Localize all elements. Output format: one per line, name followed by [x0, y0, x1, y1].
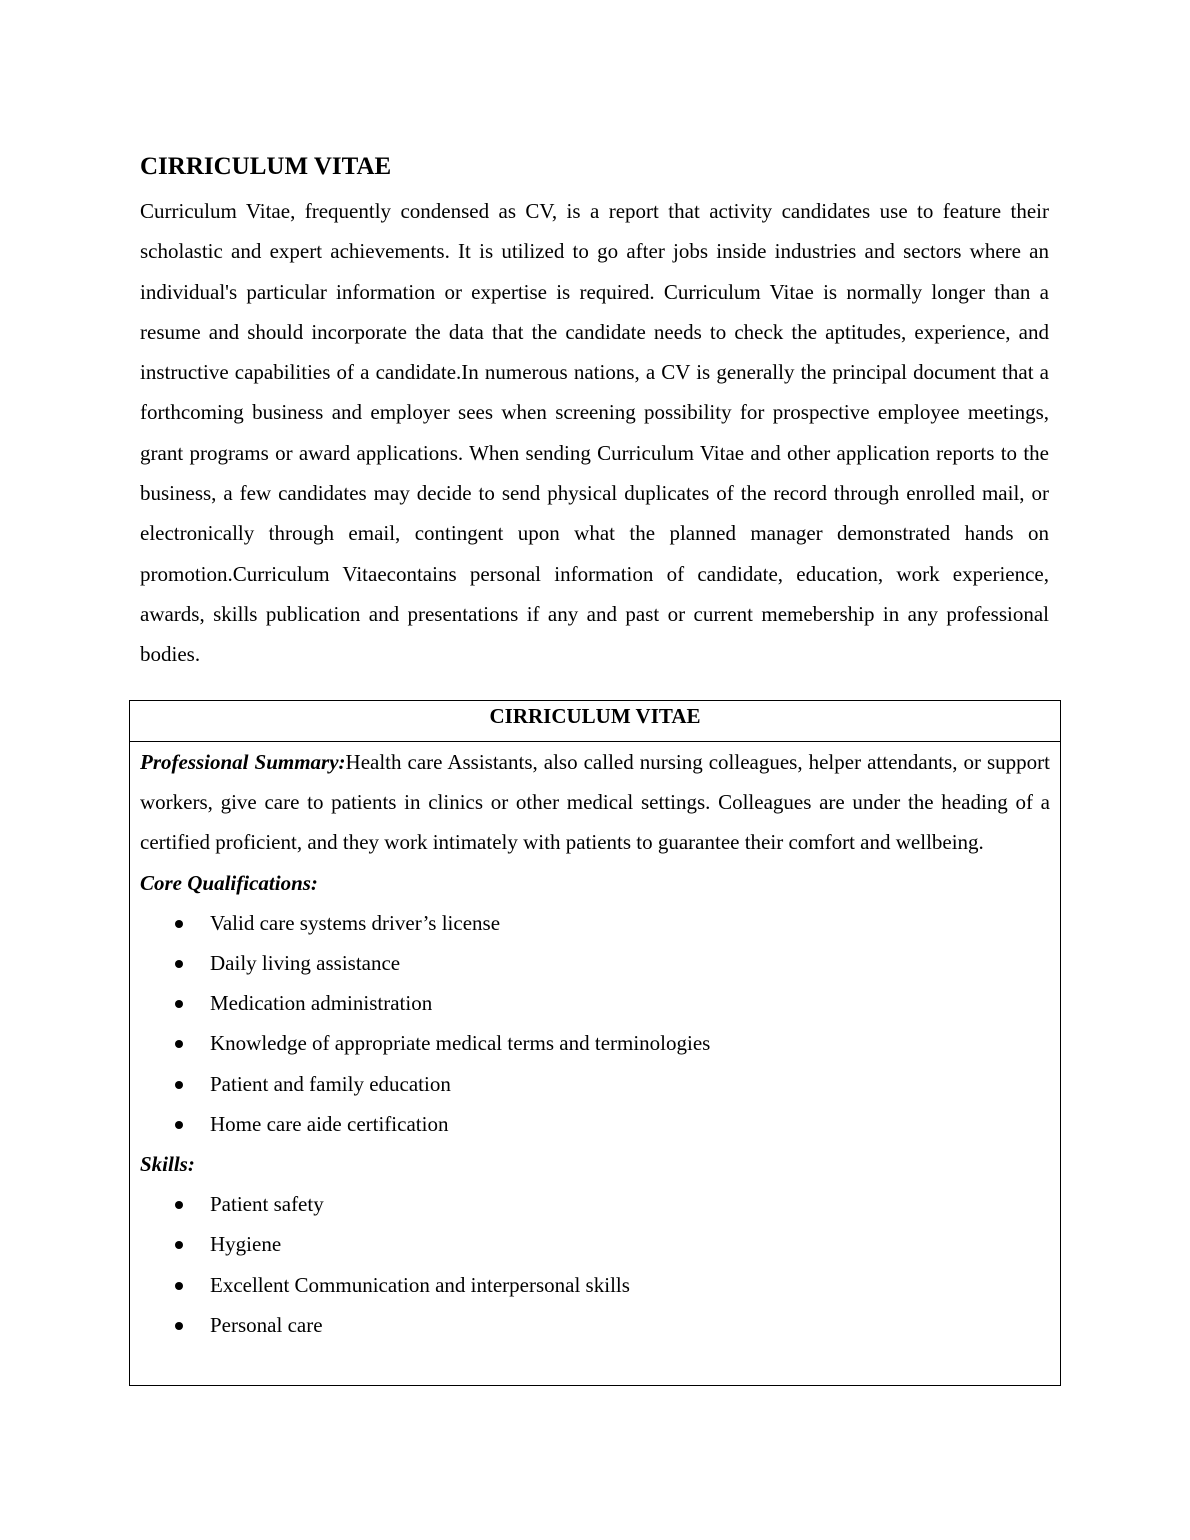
bullet-icon	[175, 1201, 183, 1209]
professional-summary-text: Health care Assistants, also called nursing colleagues, helper attendants, or support workers, give care to patients in clinics or other medical settings. Colleagues are under the heading of a certified proficient, and they work intimately with patients to guarantee their comfort and wellbeing.	[140, 750, 1050, 855]
bullet-icon	[175, 960, 183, 968]
list-item-text: Patient safety	[210, 1192, 324, 1217]
list-item	[140, 983, 1050, 1023]
skills-label: Skills:	[140, 1151, 195, 1176]
list-item	[140, 1265, 1050, 1305]
list-item-text: Personal care	[210, 1312, 323, 1337]
list-item	[140, 903, 1050, 943]
list-item-text: Patient and family education	[210, 1071, 451, 1096]
bullet-icon	[175, 1121, 183, 1129]
core-qualifications-list	[140, 903, 1050, 1144]
list-item	[140, 1064, 1050, 1104]
list-item-text: Hygiene	[210, 1232, 282, 1257]
professional-summary-label: Professional Summary:	[140, 750, 346, 774]
list-item-text: Valid care systems driver’s license	[210, 910, 501, 935]
list-item-text: Knowledge of appropriate medical terms and terminologies	[210, 1031, 711, 1056]
bullet-icon	[175, 1282, 183, 1290]
list-item	[140, 1305, 1050, 1345]
cv-table-header: CIRRICULUM VITAE	[130, 701, 1060, 742]
cv-table-body	[130, 742, 1060, 1345]
list-item	[140, 1184, 1050, 1224]
list-item	[140, 943, 1050, 983]
list-item-text: Daily living assistance	[210, 951, 401, 975]
bullet-icon	[175, 1322, 183, 1330]
list-item-text: Home care aide certification	[210, 1111, 449, 1136]
skills-list	[140, 1184, 1050, 1345]
list-item-text: Medication administration	[210, 991, 433, 1016]
bullet-icon	[175, 1000, 183, 1008]
professional-summary	[140, 742, 1050, 863]
intro-paragraph: Curriculum Vitae, frequently condensed as CV, is a report that activity candidates use to feature their scholastic and expert achievements. It is utilized to go after jobs inside industries and sectors where an individual's particular information or expertise is required. Curriculum Vitae is normally longer than a resume and should incorporate the data that the candidate needs to check the aptitudes, experience, and instructive capabilities of a candidate.In numerous nations, a CV is generally the principal document that a forthcoming business and employer sees when screening possibility for prospective employee meetings, grant programs or award applications. When sending Curriculum Vitae and other application reports to the business, a few candidates may decide to send physical duplicates of the record through enrolled mail, or electronically through email, contingent upon what the planned manager demonstrated hands on promotion.Curriculum Vitaecontains personal information of candidate, education, work experience, awards, skills publication and presentations if any and past or current memebership in any professional bodies.	[140, 199, 1049, 667]
core-qualifications-label: Core Qualifications:	[140, 870, 318, 895]
bullet-icon	[175, 1081, 183, 1089]
list-item-text: Excellent Communication and interpersonal skills	[210, 1272, 630, 1297]
bullet-icon	[175, 920, 183, 928]
bullet-icon	[175, 1040, 183, 1048]
list-item	[140, 1104, 1050, 1144]
cv-table	[129, 700, 1061, 1386]
list-item	[140, 1224, 1050, 1264]
list-item	[140, 1023, 1050, 1063]
document-title: CIRRICULUM VITAE	[140, 153, 392, 180]
bullet-icon	[175, 1241, 183, 1249]
